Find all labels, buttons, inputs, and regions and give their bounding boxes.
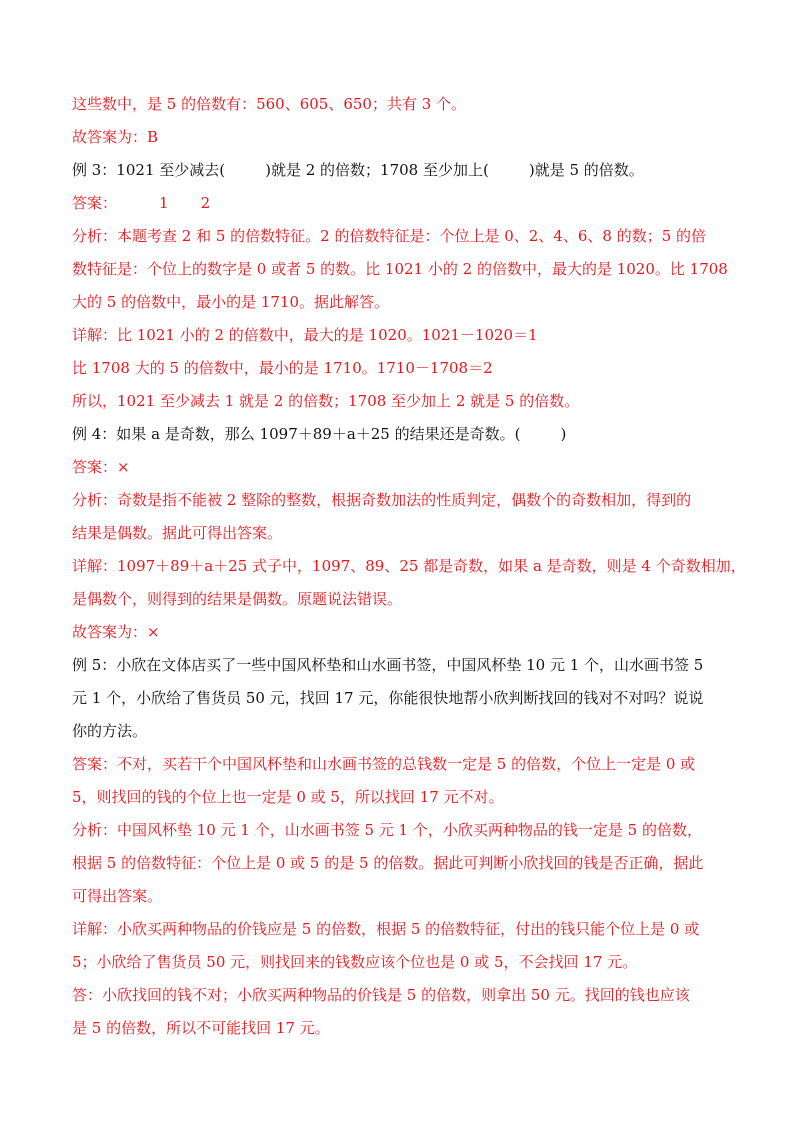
text-line-15: 详解：1097＋89＋a＋25 式子中，1097、89、25 都是奇数，如果 a 是奇数，则是 4 个奇数相加，: [72, 557, 746, 575]
example-4-part-1: 例 4：如果 a 是奇数，那么 1097＋89＋a＋25 的结果还是奇数。(: [72, 425, 521, 443]
text-line-23: 分析：中国风杯垫 10 元 1 个，山水画书签 5 元 1 个，小欣买两种物品的钱一定是 5 的倍数，: [72, 821, 702, 839]
example-3-part-2: )就是 2 的倍数；1708 至少加上(: [265, 161, 489, 179]
example-4-question: [72, 424, 732, 444]
text-line-13: 分析：奇数是指不能被 2 整除的整数，根据奇数加法的性质判定，偶数个的奇数相加，得到的: [72, 491, 692, 509]
text-line-12: 答案：×: [72, 458, 130, 476]
example-3-part-3: )就是 5 的倍数。: [528, 161, 644, 179]
text-line-1: 这些数中，是 5 的倍数有：560、605、650；共有 3 个。: [72, 95, 467, 113]
text-line-10: 所以，1021 至少减去 1 就是 2 的倍数；1708 至少加上 2 就是 5 的倍数。: [72, 392, 580, 410]
text-line-8: 详解：比 1021 小的 2 的倍数中，最大的是 1020。1021－1020＝1: [72, 326, 538, 344]
text-line-14: 结果是偶数。据此可得出答案。: [72, 524, 283, 542]
text-line-20: 你的方法。: [72, 722, 148, 740]
answer-value-1: 1: [159, 194, 169, 212]
text-line-29: 是 5 的倍数，所以不可能找回 17 元。: [72, 1019, 330, 1037]
text-line-28: 答：小欣找回的钱不对；小欣买两种物品的价钱是 5 的倍数，则拿出 50 元。找回的钱也应该: [72, 986, 690, 1004]
text-line-5: 分析：本题考查 2 和 5 的倍数特征。2 的倍数特征是：个位上是 0、2、4、6、8 的数；5 的倍: [72, 227, 707, 245]
text-line-6: 数特征是：个位上的数字是 0 或者 5 的数。比 1021 小的 2 的倍数中，最大的是 1020。比 1708: [72, 260, 728, 278]
text-line-27: 5；小欣给了售货员 50 元，则找回来的钱数应该个位也是 0 或 5，不会找回 17 元。: [72, 953, 638, 971]
text-line-17: 故答案为：×: [72, 623, 160, 641]
text-line-16: 是偶数个，则得到的结果是偶数。原题说法错误。: [72, 590, 403, 608]
text-line-18: 例 5：小欣在文体店买了一些中国风杯垫和山水画书签，中国风杯垫 10 元 1 个，山水画书签 5: [72, 656, 704, 674]
text-line-19: 元 1 个，小欣给了售货员 50 元，找回 17 元，你能很快地帮小欣判断找回的钱对不对吗？说说: [72, 689, 704, 707]
example-3-answer: [72, 193, 732, 213]
text-line-21: 答案：不对，买若干个中国风杯垫和山水画书签的总钱数一定是 5 的倍数，个位上一定是 0 或: [72, 755, 696, 773]
example-3-question: [72, 160, 732, 180]
text-line-24: 根据 5 的倍数特征：个位上是 0 或 5 的是 5 的倍数。据此可判断小欣找回的钱是否正确，据此: [72, 854, 704, 872]
answer-value-2: 2: [200, 194, 211, 212]
text-line-7: 大的 5 的倍数中，最小的是 1710。据此解答。: [72, 293, 390, 311]
example-4-part-2: ): [560, 425, 567, 443]
text-line-22: 5，则找回的钱的个位上也一定是 0 或 5，所以找回 17 元不对。: [72, 788, 504, 806]
answer-label: 答案：: [72, 194, 118, 212]
text-line-25: 可得出答案。: [72, 887, 163, 905]
text-line-26: 详解：小欣买两种物品的价钱应是 5 的倍数，根据 5 的倍数特征，付出的钱只能个位上是 0 或: [72, 920, 700, 938]
text-line-9: 比 1708 大的 5 的倍数中，最小的是 1710。1710－1708＝2: [72, 359, 493, 377]
example-3-part-1: 例 3：1021 至少减去(: [72, 161, 226, 179]
text-line-2: 故答案为：B: [72, 128, 159, 146]
